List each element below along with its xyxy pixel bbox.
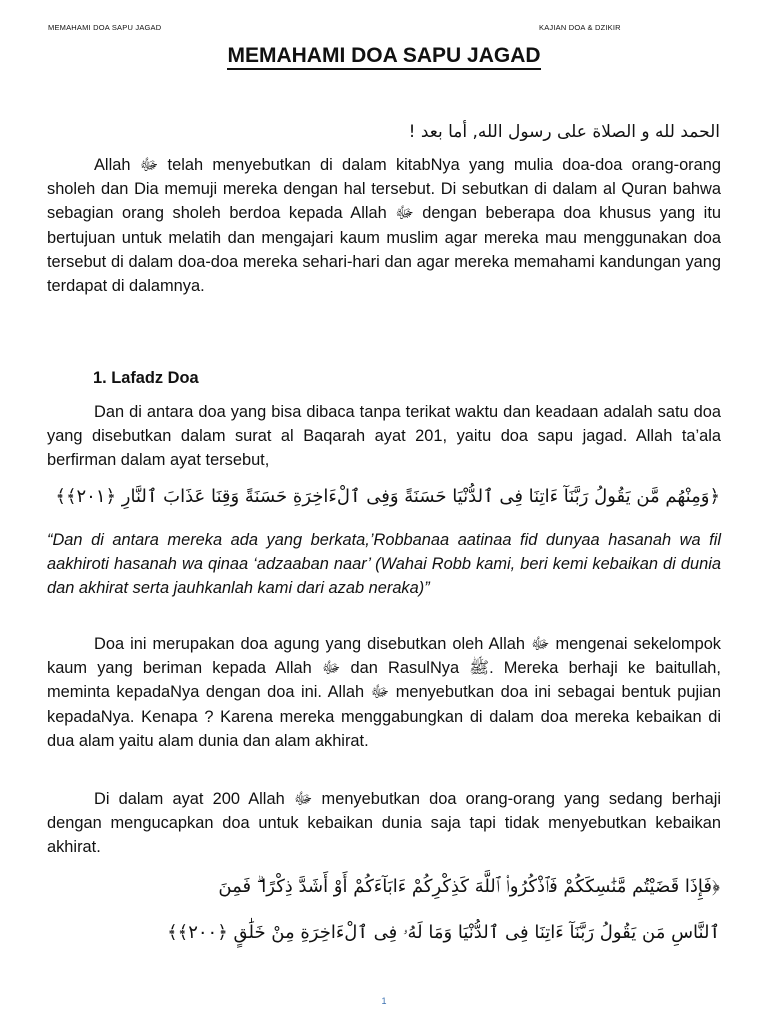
page-number: 1 xyxy=(381,996,387,1006)
paragraph-explanation: Doa ini merupakan doa agung yang disebutkan oleh Allah ﷻ mengenai sekelompok kaum yang beriman kepada Allah ﷻ dan RasulNya ﷺ. Mereka berhaji ke baitullah, meminta kepadaNya dengan doa ini. Allah ﷻ menyebutkan doa ini sebagai bentuk pujian kepadaNya. Kenapa ? Karena mereka menggabungkan di dalam doa mereka kebaikan di dua alam yaitu alam dunia dan alam akhirat. xyxy=(47,635,721,750)
quran-verse-200-line-2: ٱلنَّاسِ مَن يَقُولُ رَبَّنَآ ءَاتِنَا فِى ٱلدُّنْيَا وَمَا لَهُۥ فِى ٱلْءَاخِرَةِ مِنْ خَلَٰقٍ ﴿٢٠٠﴾﴾ xyxy=(167,922,720,943)
running-header-left: MEMAHAMI DOA SAPU JAGAD xyxy=(48,23,162,32)
running-header-right: KAJIAN DOA & DZIKIR xyxy=(539,23,621,32)
quran-verse-201: ﴿وَمِنْهُم مَّن يَقُولُ رَبَّنَآ ءَاتِنَا فِى ٱلدُّنْيَا حَسَنَةً وَفِى ٱلْءَاخِرَةِ حَسَنَةً وَقِنَا عَذَابَ ٱلنَّارِ ﴿٢٠١﴾﴾ xyxy=(55,486,720,507)
page-title-text: MEMAHAMI DOA SAPU JAGAD xyxy=(227,44,540,70)
section-heading-lafadz-doa: 1. Lafadz Doa xyxy=(93,369,199,387)
opening-arabic: الحمد لله و الصلاة على رسول الله, أما بعد ! xyxy=(408,122,720,142)
verse-translation: “Dan di antara mereka ada yang berkata,’Robbanaa aatinaa fid dunyaa hasanah wa fil aakhiroti hasanah wa qinaa ‘adzaaban naar’ (Wahai Robb kami, beri kemi kebaikan di dunia dan akhirat serta jauhkanlah kami dari azab neraka)” xyxy=(47,531,721,598)
paragraph-doa-intro: Dan di antara doa yang bisa dibaca tanpa terikat waktu dan keadaan adalah satu doa yang disebutkan dalam surat al Baqarah ayat 201, yaitu doa sapu jagad. Allah ta’ala berfirman dalam ayat tersebut, xyxy=(47,403,721,470)
paragraph-verse-200-intro: Di dalam ayat 200 Allah ﷻ menyebutkan doa orang-orang yang sedang berhaji dengan mengucapkan doa untuk kebaikan dunia saja tapi tidak menyebutkan kebaikan akhirat. xyxy=(47,790,721,857)
page-title xyxy=(0,44,768,68)
paragraph-intro: Allah ﷻ telah menyebutkan di dalam kitabNya yang mulia doa-doa orang-orang sholeh dan Dia memuji mereka dengan hal tersebut. Di sebutkan di dalam al Quran bahwa sebagian orang sholeh berdoa kepada Allah ﷻ dengan beberapa doa khusus yang itu bertujuan untuk melatih dan mengajari kaum muslim agar mereka mau menggunakan doa tersebut di dalam doa-doa mereka sehari-hari dan agar mereka memahami kandungan yang terdapat di dalamnya. xyxy=(47,156,721,296)
quran-verse-200-line-1: ﴿فَإِذَا قَضَيْتُم مَّنَٰسِكَكُمْ فَٱذْكُرُوا۟ ٱللَّهَ كَذِكْرِكُمْ ءَابَآءَكُمْ أَوْ أَشَدَّ ذِكْرًا ۗ فَمِنَ xyxy=(218,876,720,897)
